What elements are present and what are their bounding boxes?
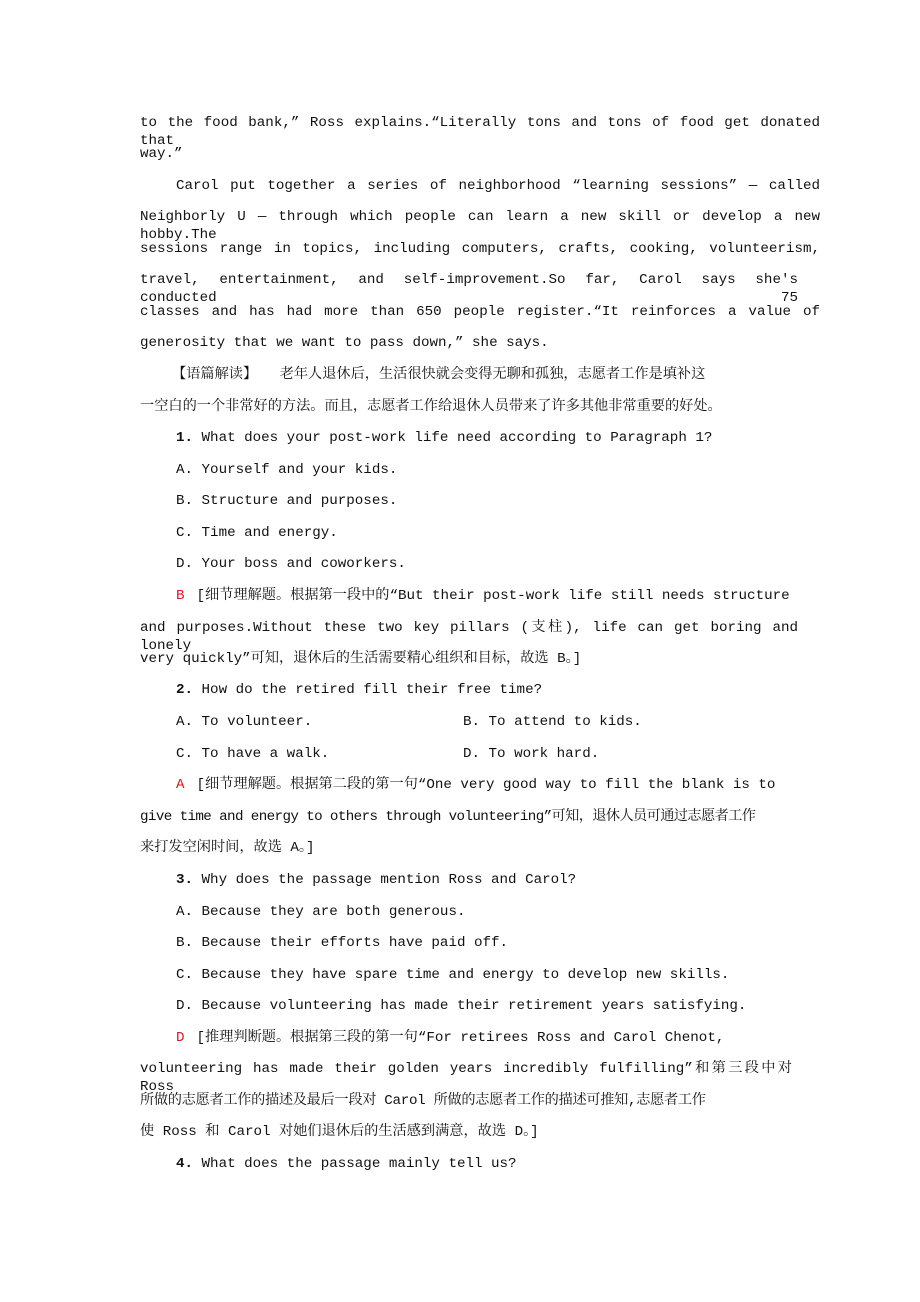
- question-text: How do the retired fill their free time?: [201, 682, 543, 698]
- question-number: 1.: [176, 430, 194, 446]
- option-a: A. Because they are both generous.: [176, 904, 466, 920]
- explanation-line: [176, 776, 820, 794]
- question-text: Why does the passage mention Ross and Carol?: [201, 872, 577, 888]
- option-a: A. Yourself and your kids.: [176, 462, 398, 478]
- explanation-line: and purposes.Without these two key pillars (支柱), life can get boring and lonely: [140, 620, 798, 654]
- explanation-line: volunteering has made their golden years incredibly fulfilling”和第三段中对 Ross: [140, 1061, 792, 1095]
- passage-line: Neighborly U — through which people can learn a new skill or develop a new hobby.The: [140, 209, 820, 243]
- option-b: B. To attend to kids.: [463, 714, 642, 730]
- explanation-line: [176, 587, 820, 605]
- option-d: D. Because volunteering has made their retirement years satisfying.: [176, 998, 747, 1014]
- explanation-text: [推理判断题。根据第三段的第一句“For retirees Ross and Carol Chenot,: [196, 1030, 725, 1046]
- passage-line: travel, entertainment, and self-improvement.So far, Carol says she's conducted 75: [140, 272, 798, 306]
- option-d: D. To work hard.: [463, 746, 600, 762]
- question-1: [176, 429, 820, 447]
- question-text: What does the passage mainly tell us?: [201, 1156, 517, 1172]
- explanation-text: [细节理解题。根据第二段的第一句“One very good way to fill the blank is to: [196, 777, 776, 793]
- explanation-text: [细节理解题。根据第一段中的“But their post-work life still needs structure: [196, 588, 790, 604]
- question-4: [176, 1155, 820, 1173]
- passage-line: classes and has had more than 650 people register.“It reinforces a value of: [140, 304, 820, 320]
- explanation-line: give time and energy to others through volunteering”可知，退休人员可通过志愿者工作: [140, 809, 756, 825]
- option-c: C. To have a walk.: [176, 746, 330, 762]
- analysis-text: 老年人退休后，生活很快就会变得无聊和孤独，志愿者工作是填补这: [279, 367, 706, 383]
- option-b: B. Structure and purposes.: [176, 493, 398, 509]
- option-b: B. Because their efforts have paid off.: [176, 935, 509, 951]
- passage-line: way.”: [140, 146, 183, 162]
- answer-letter: D: [176, 1030, 185, 1046]
- answer-letter: A: [176, 777, 185, 793]
- passage-line: generosity that we want to pass down,” she says.: [140, 335, 549, 351]
- option-d: D. Your boss and coworkers.: [176, 556, 406, 572]
- passage-line: sessions range in topics, including computers, crafts, cooking, volunteerism,: [140, 241, 820, 257]
- answer-letter: B: [176, 588, 185, 604]
- analysis-label: 【语篇解读】: [172, 367, 258, 383]
- passage-line: Carol put together a series of neighborhood “learning sessions” — called: [176, 178, 820, 194]
- question-number: 4.: [176, 1156, 194, 1172]
- explanation-line: very quickly”可知，退休后的生活需要精心组织和目标，故选 B。]: [140, 651, 582, 667]
- question-text: What does your post-work life need according to Paragraph 1?: [201, 430, 713, 446]
- question-3: [176, 871, 820, 889]
- question-number: 2.: [176, 682, 194, 698]
- option-a: A. To volunteer.: [176, 714, 313, 730]
- passage-line: to the food bank,” Ross explains.“Literally tons and tons of food get donated that: [140, 115, 820, 149]
- analysis-line: 一空白的一个非常好的方法。而且，志愿者工作给退休人员带来了许多其他非常重要的好处。: [140, 399, 722, 415]
- question-2: [176, 681, 820, 699]
- explanation-line: [176, 1029, 820, 1047]
- option-c: C. Because they have spare time and energy to develop new skills.: [176, 967, 730, 983]
- explanation-line: 来打发空闲时间，故选 A。]: [140, 840, 315, 856]
- explanation-line: 使 Ross 和 Carol 对她们退休后的生活感到满意，故选 D。]: [140, 1124, 539, 1140]
- explanation-line: 所做的志愿者工作的描述及最后一段对 Carol 所做的志愿者工作的描述可推知,志愿者工作: [140, 1093, 706, 1109]
- option-c: C. Time and energy.: [176, 525, 338, 541]
- question-number: 3.: [176, 872, 194, 888]
- analysis-line: [172, 366, 852, 384]
